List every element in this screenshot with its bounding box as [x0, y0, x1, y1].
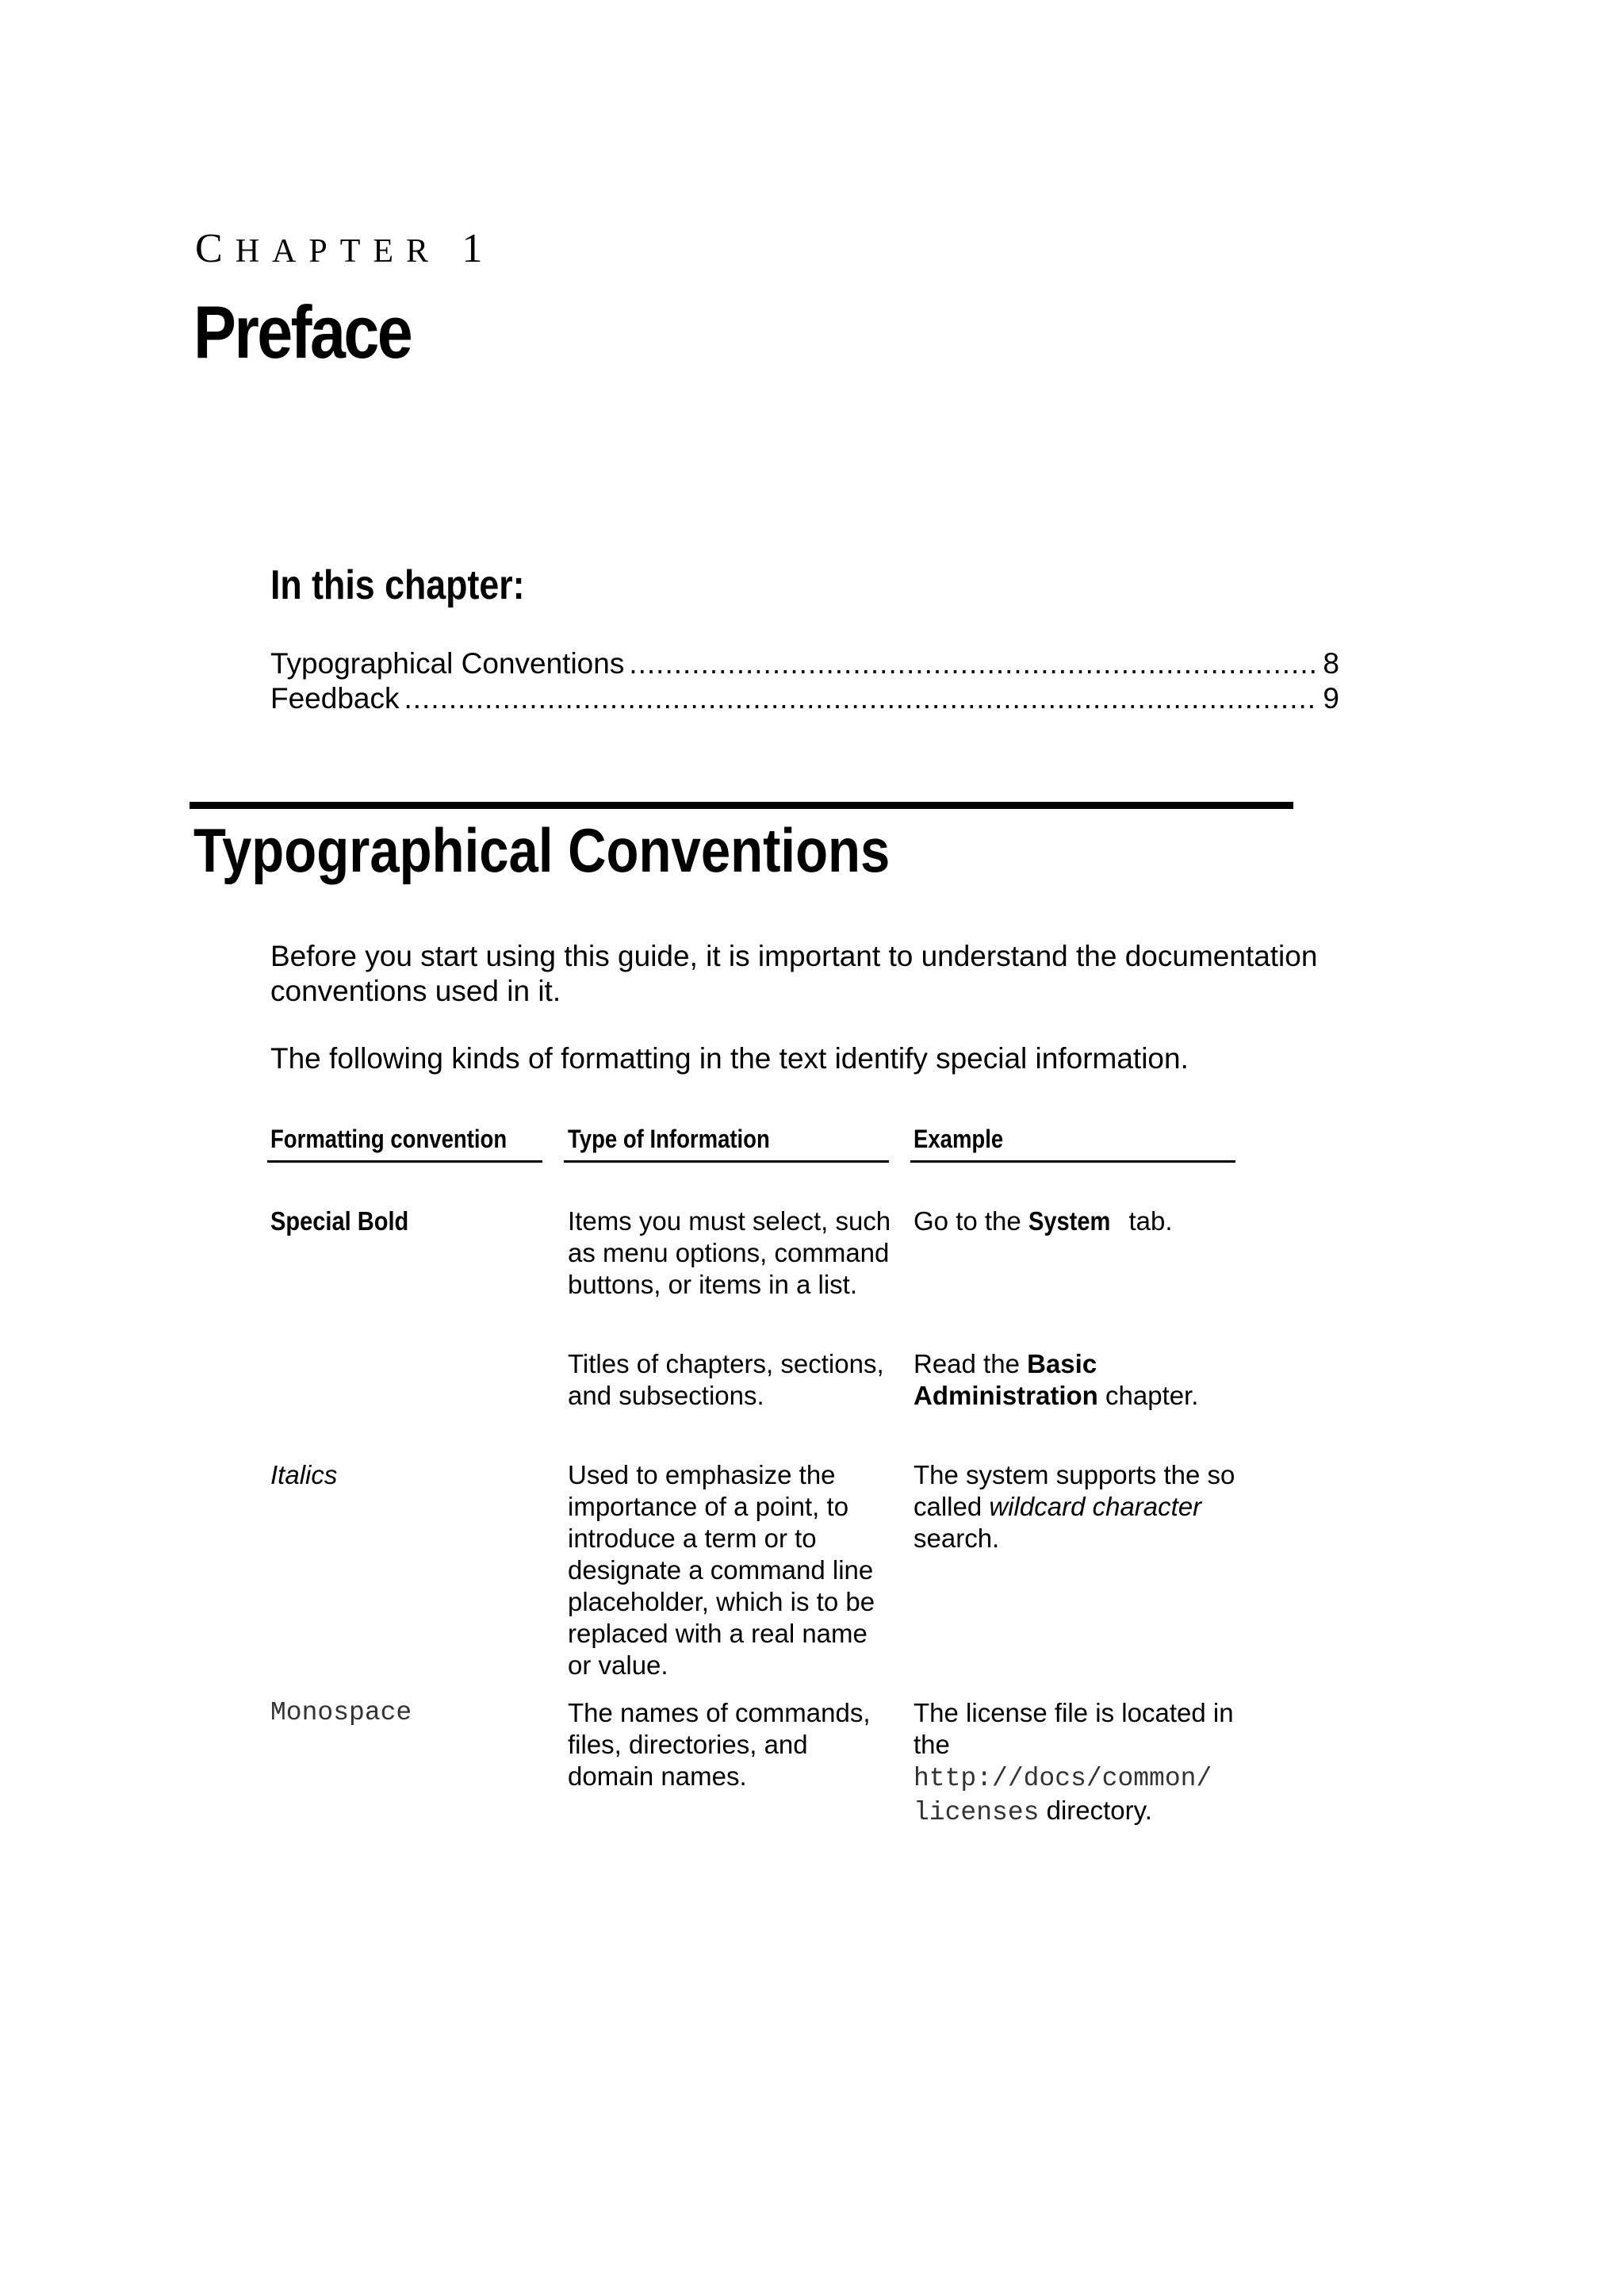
- section-title: Typographical Conventions: [193, 815, 891, 885]
- chapter-title: Preface: [193, 290, 412, 374]
- table-row-example: The license file is located in the http://docs/common/ licenses directory.: [914, 1698, 1234, 1827]
- column-header-type: Type of Information: [568, 1125, 770, 1153]
- column-header-convention: Formatting convention: [270, 1125, 508, 1153]
- toc-leader-dots: [404, 681, 1319, 716]
- toc-heading: In this chapter:: [270, 562, 525, 608]
- header-underline: [564, 1160, 889, 1163]
- table-of-contents: [270, 646, 1339, 716]
- header-underline: [267, 1160, 542, 1163]
- table-row-convention: Monospace: [270, 1698, 412, 1727]
- toc-entry-page: 9: [1323, 682, 1339, 715]
- table-row-type: The names of commands, files, directories, and domain names.: [568, 1698, 871, 1791]
- table-row-type: Used to emphasize the importance of a point, to introduce a term or to designate a command line placeholder, which is to be replaced with a real name or value.: [568, 1460, 875, 1680]
- table-row-example: Go to the System tab.: [914, 1206, 1173, 1236]
- table-row-convention: Italics: [270, 1460, 338, 1489]
- toc-entry-title: Feedback: [270, 682, 400, 715]
- table-row-type: Items you must select, such as menu options, command buttons, or items in a list.: [568, 1206, 891, 1299]
- toc-entry[interactable]: [270, 646, 1339, 681]
- section-divider: [190, 802, 1293, 809]
- header-underline: [910, 1160, 1235, 1163]
- column-header-example: Example: [914, 1125, 1004, 1153]
- intro-paragraph: Before you start using this guide, it is important to understand the documentation conventions used in it.: [270, 940, 1318, 1007]
- chapter-label: CHAPTER 1: [195, 226, 496, 271]
- table-row-type: Titles of chapters, sections, and subsections.: [568, 1349, 884, 1410]
- table-row-example: The system supports the so called wildcard character search.: [914, 1460, 1235, 1553]
- toc-leader-dots: [629, 646, 1318, 681]
- toc-entry-page: 8: [1323, 647, 1339, 680]
- formatting-paragraph: The following kinds of formatting in the text identify special information.: [270, 1042, 1189, 1075]
- table-row-example: Read the Basic Administration chapter.: [914, 1349, 1199, 1410]
- toc-entry-title: Typographical Conventions: [270, 647, 625, 680]
- table-row-convention: Special Bold: [270, 1206, 409, 1236]
- toc-entry[interactable]: [270, 681, 1339, 716]
